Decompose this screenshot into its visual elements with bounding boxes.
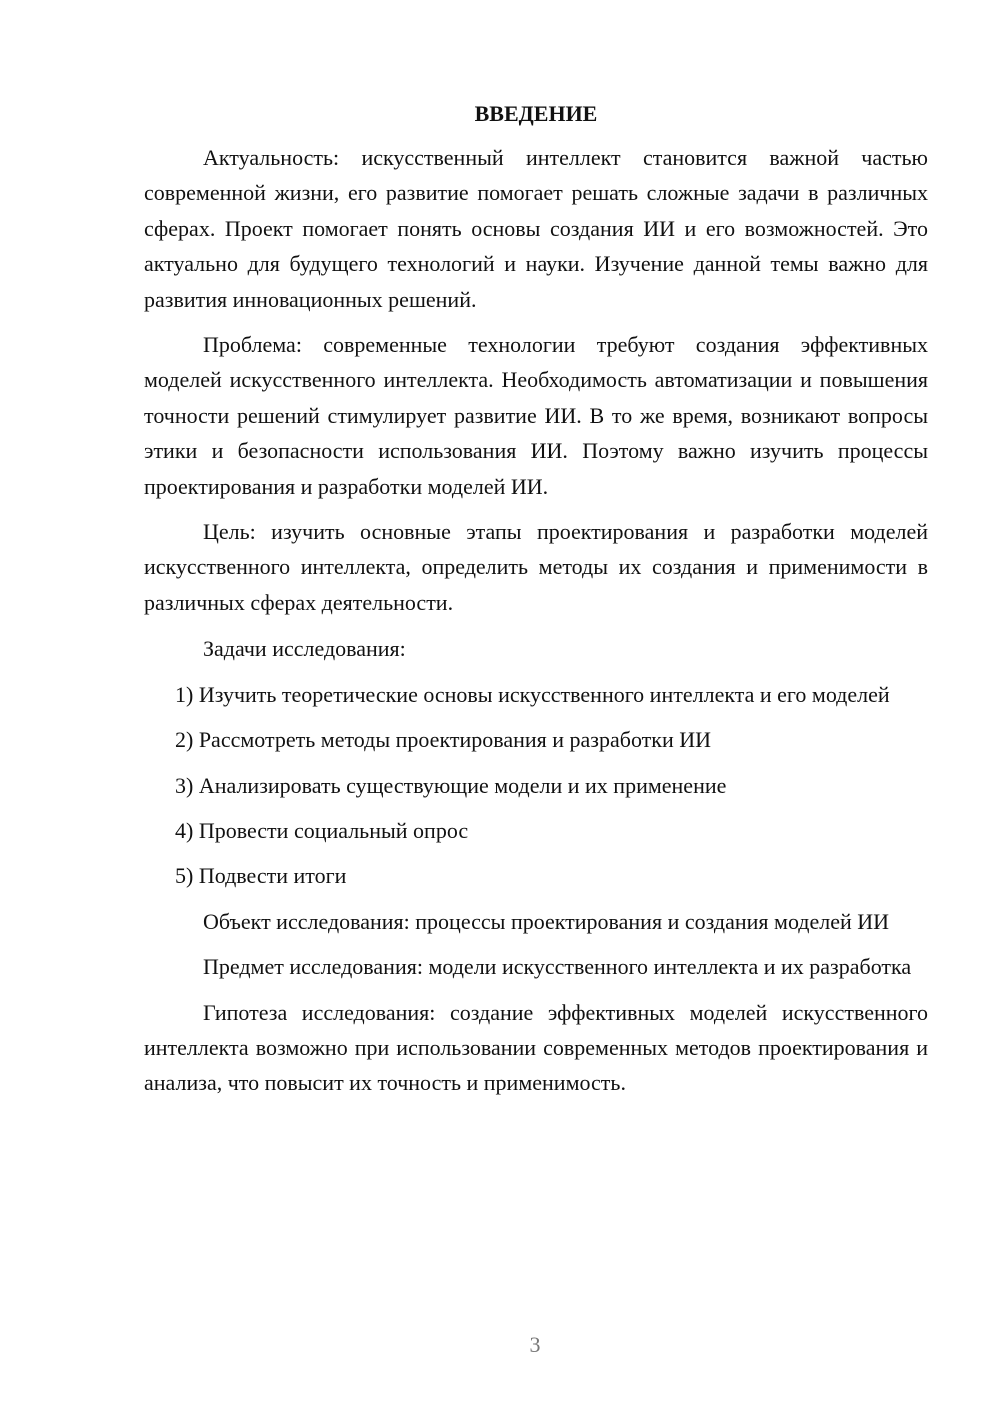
page-title: ВВЕДЕНИЕ bbox=[474, 101, 598, 126]
page-content bbox=[144, 96, 928, 1101]
task-item-1: 1) Изучить теоретические основы искусственного интеллекта и его моделей bbox=[175, 681, 890, 707]
paragraph-subject: Предмет исследования: модели искусственного интеллекта и их разработка bbox=[203, 954, 912, 980]
paragraph-hypothesis: Гипотеза исследования: создание эффективных моделей искусственного интеллекта возможно при использовании современных методов проектирования и анализа, что повысит их точность и применимость. bbox=[144, 999, 928, 1096]
paragraph-relevance: Актуальность: искусственный интеллект становится важной частью современной жизни, его развитие помогает решать сложные задачи в различных сферах. Проект помогает понять основы создания ИИ и его возможностей. Это актуально для будущего технологий и науки. Изучение данной темы важно для развития инновационных решений. bbox=[144, 145, 928, 312]
task-item-2: 2) Рассмотреть методы проектирования и разработки ИИ bbox=[175, 727, 712, 753]
paragraph-object: Объект исследования: процессы проектирования и создания моделей ИИ bbox=[203, 908, 890, 934]
page-number: 3 bbox=[529, 1332, 541, 1357]
task-item-5: 5) Подвести итоги bbox=[175, 863, 347, 889]
tasks-heading: Задачи исследования: bbox=[203, 636, 406, 662]
task-item-4: 4) Провести социальный опрос bbox=[175, 817, 469, 843]
paragraph-problem: Проблема: современные технологии требуют создания эффективных моделей искусственного интеллекта. Необходимость автоматизации и повышения точности решений стимулирует развитие ИИ. В то же время, возникают вопросы этики и безопасности использования ИИ. Поэтому важно изучить процессы проектирования и разработки моделей ИИ. bbox=[144, 332, 928, 499]
task-item-3: 3) Анализировать существующие модели и их применение bbox=[175, 772, 727, 798]
paragraph-goal: Цель: изучить основные этапы проектирования и разработки моделей искусственного интеллекта, определить методы их создания и применимости в различных сферах деятельности. bbox=[144, 519, 928, 615]
